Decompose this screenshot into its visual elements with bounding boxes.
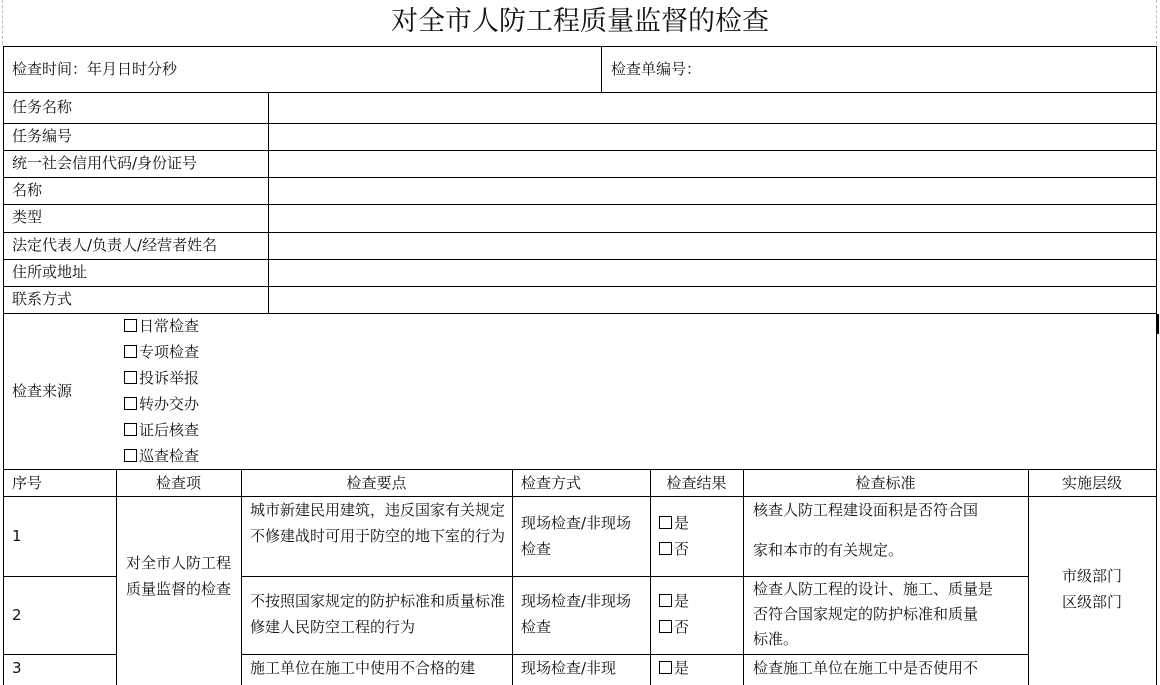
checkbox-icon[interactable]	[659, 620, 672, 633]
row-standard-line: 检查人防工程的设计、施工、质量是	[753, 580, 994, 598]
checkbox-icon[interactable]	[659, 516, 672, 529]
field-label-credit-code: 统一社会信用代码/身份证号	[12, 154, 198, 172]
header-standard: 检查标准	[855, 474, 916, 492]
inspection-time-label: 检查时间：年月日时分秒	[12, 60, 178, 78]
field-label-address: 住所或地址	[12, 263, 88, 281]
field-label-name: 名称	[12, 181, 43, 199]
field-label-type: 类型	[12, 208, 43, 226]
row-method: 现场检查/非现场检查	[521, 514, 632, 558]
header-level: 实施层级	[1061, 474, 1122, 492]
result-no[interactable]: 否	[659, 536, 689, 562]
header-result: 检查结果	[666, 474, 727, 492]
row-standard-line: 家和本市的有关规定。	[753, 541, 904, 559]
field-label-contact: 联系方式	[12, 290, 73, 308]
checkbox-icon[interactable]	[124, 449, 137, 462]
row-method: 现场检查/非现	[521, 659, 617, 677]
form-number-label: 检查单编号：	[611, 60, 702, 78]
checkbox-icon[interactable]	[659, 542, 672, 555]
checkbox-icon[interactable]	[124, 319, 137, 332]
level-district: 区级部门	[1061, 593, 1122, 611]
checkbox-icon[interactable]	[124, 397, 137, 410]
row-no: 1	[12, 527, 22, 545]
row-no: 3	[12, 659, 22, 677]
field-label-task-name: 任务名称	[12, 98, 73, 116]
row-standard-line: 检查施工单位在施工中是否使用不	[753, 659, 979, 677]
checkbox-icon[interactable]	[124, 345, 137, 358]
row-standard-line: 否符合国家规定的防护标准和质量	[753, 605, 979, 623]
source-option-post-license[interactable]: 证后核查	[124, 417, 199, 443]
result-yes[interactable]: 是	[659, 655, 689, 681]
header-points: 检查要点	[346, 474, 407, 492]
checkbox-icon[interactable]	[124, 423, 137, 436]
source-label: 检查来源	[12, 382, 73, 400]
header-no: 序号	[12, 474, 43, 492]
field-label-task-number: 任务编号	[12, 127, 73, 145]
source-option-special[interactable]: 专项检查	[124, 339, 199, 365]
header-item: 检查项	[155, 474, 201, 492]
header-method: 检查方式	[521, 474, 582, 492]
item-cell: 对全市人防工程质量监督的检查	[125, 554, 231, 598]
result-yes[interactable]: 是	[659, 510, 689, 536]
field-label-legal-rep: 法定代表人/负责人/经营者姓名	[12, 236, 218, 254]
source-option-referral[interactable]: 转办交办	[124, 391, 199, 417]
source-option-complaint[interactable]: 投诉举报	[124, 365, 199, 391]
source-option-patrol[interactable]: 巡查检查	[124, 443, 199, 469]
row-standard-line: 标准。	[753, 630, 799, 648]
checkbox-icon[interactable]	[659, 661, 672, 674]
row-point: 不按照国家规定的防护标准和质量标准修建人民防空工程的行为	[250, 592, 506, 636]
page-title: 对全市人防工程质量监督的检查	[391, 6, 769, 37]
checkbox-icon[interactable]	[659, 594, 672, 607]
row-standard-line: 核查人防工程建设面积是否符合国	[753, 501, 979, 519]
text-cursor	[1157, 314, 1159, 334]
checkbox-icon[interactable]	[124, 371, 137, 384]
source-option-daily[interactable]: 日常检查	[124, 313, 199, 339]
level-city: 市级部门	[1061, 567, 1122, 585]
row-point: 城市新建民用建筑，违反国家有关规定不修建战时可用于防空的地下室的行为	[250, 501, 506, 545]
row-no: 2	[12, 606, 22, 624]
result-yes[interactable]: 是	[659, 588, 689, 614]
result-no[interactable]: 否	[659, 614, 689, 640]
row-point: 施工单位在施工中使用不合格的建	[250, 659, 476, 677]
row-method: 现场检查/非现场检查	[521, 592, 632, 636]
